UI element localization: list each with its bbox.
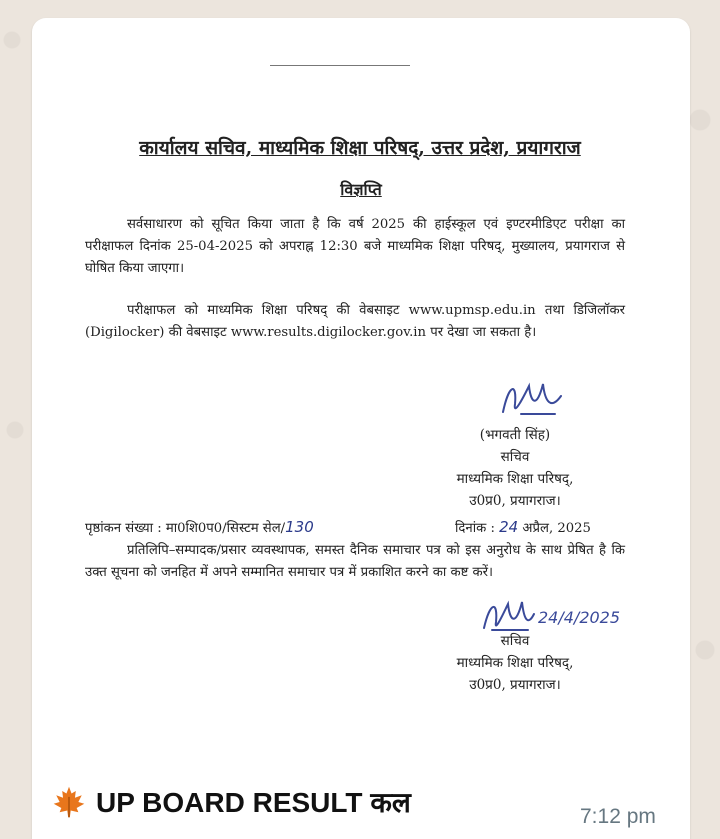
signatory-title: सचिव [500,449,530,465]
notice-paragraph-1: सर्वसाधारण को सूचित किया जाता है कि वर्ष 2025 की हाईस्कूल एवं इण्टरमीडिएट परीक्षा का परीक्षाफल दिनांक 25-04-2025 को अपराह्न 12:30 बजे माध्यमिक शिक्षा परिषद्, मुख्यालय, प्रयागराज से घोषित किया जाएगा। [85,217,625,276]
date-rest: अप्रैल, 2025 [522,521,591,536]
header-rule [270,65,410,66]
signature-date: 24/4/2025 [538,608,621,627]
signature-1 [495,374,575,424]
notice-paragraph-2: परीक्षाफल को माध्यमिक शिक्षा परिषद् की वेबसाइट www.upmsp.edu.in तथा डिजिलॉकर (Digilocker) की वेबसाइट www.results.digilocker.gov.in पर देखा जा सकता है। [85,303,625,340]
office-heading: कार्यालय सचिव, माध्यमिक शिक्षा परिषद्, उत्तर प्रदेश, प्रयागराज [139,137,581,159]
reference-label: पृष्ठांकन संख्या : मा0शि0प0/सिस्टम सेल/ [85,521,286,536]
signatory-place: उ0प्र0, प्रयागराज। [469,493,561,509]
reference-line [85,518,645,536]
notice-title: विज्ञप्ति [340,180,382,199]
signatory-org: माध्यमिक शिक्षा परिषद्, [456,471,574,487]
message-caption-row [52,782,512,822]
signatory2-org: माध्यमिक शिक्षा परिषद्, [456,655,574,671]
message-timestamp: 7:12 pm [580,805,656,828]
copy-paragraph: प्रतिलिपि–सम्पादक/प्रसार व्यवस्थापक, समस्त दैनिक समाचार पत्र को इस अनुरोध के साथ प्रेषित है कि उक्त सूचना को जनहित में अपने सम्मानित समाचार पत्र में प्रकाशित करने का कष्ट करें। [85,543,625,580]
signatory2-place: उ0प्र0, प्रयागराज। [469,677,561,693]
message-caption: UP BOARD RESULT कल [96,787,411,818]
date-day: 24 [499,518,519,536]
signatory-block-1 [440,424,590,512]
signatory-name: (भगवती सिंह) [479,427,551,443]
attached-document-image[interactable] [40,22,682,762]
date-label: दिनांक : [455,521,495,536]
reference-date [455,518,591,536]
maple-leaf-icon [52,785,86,819]
signatory2-title: सचिव [500,633,530,649]
reference-number: 130 [285,518,314,536]
signatory-block-2 [440,630,590,696]
